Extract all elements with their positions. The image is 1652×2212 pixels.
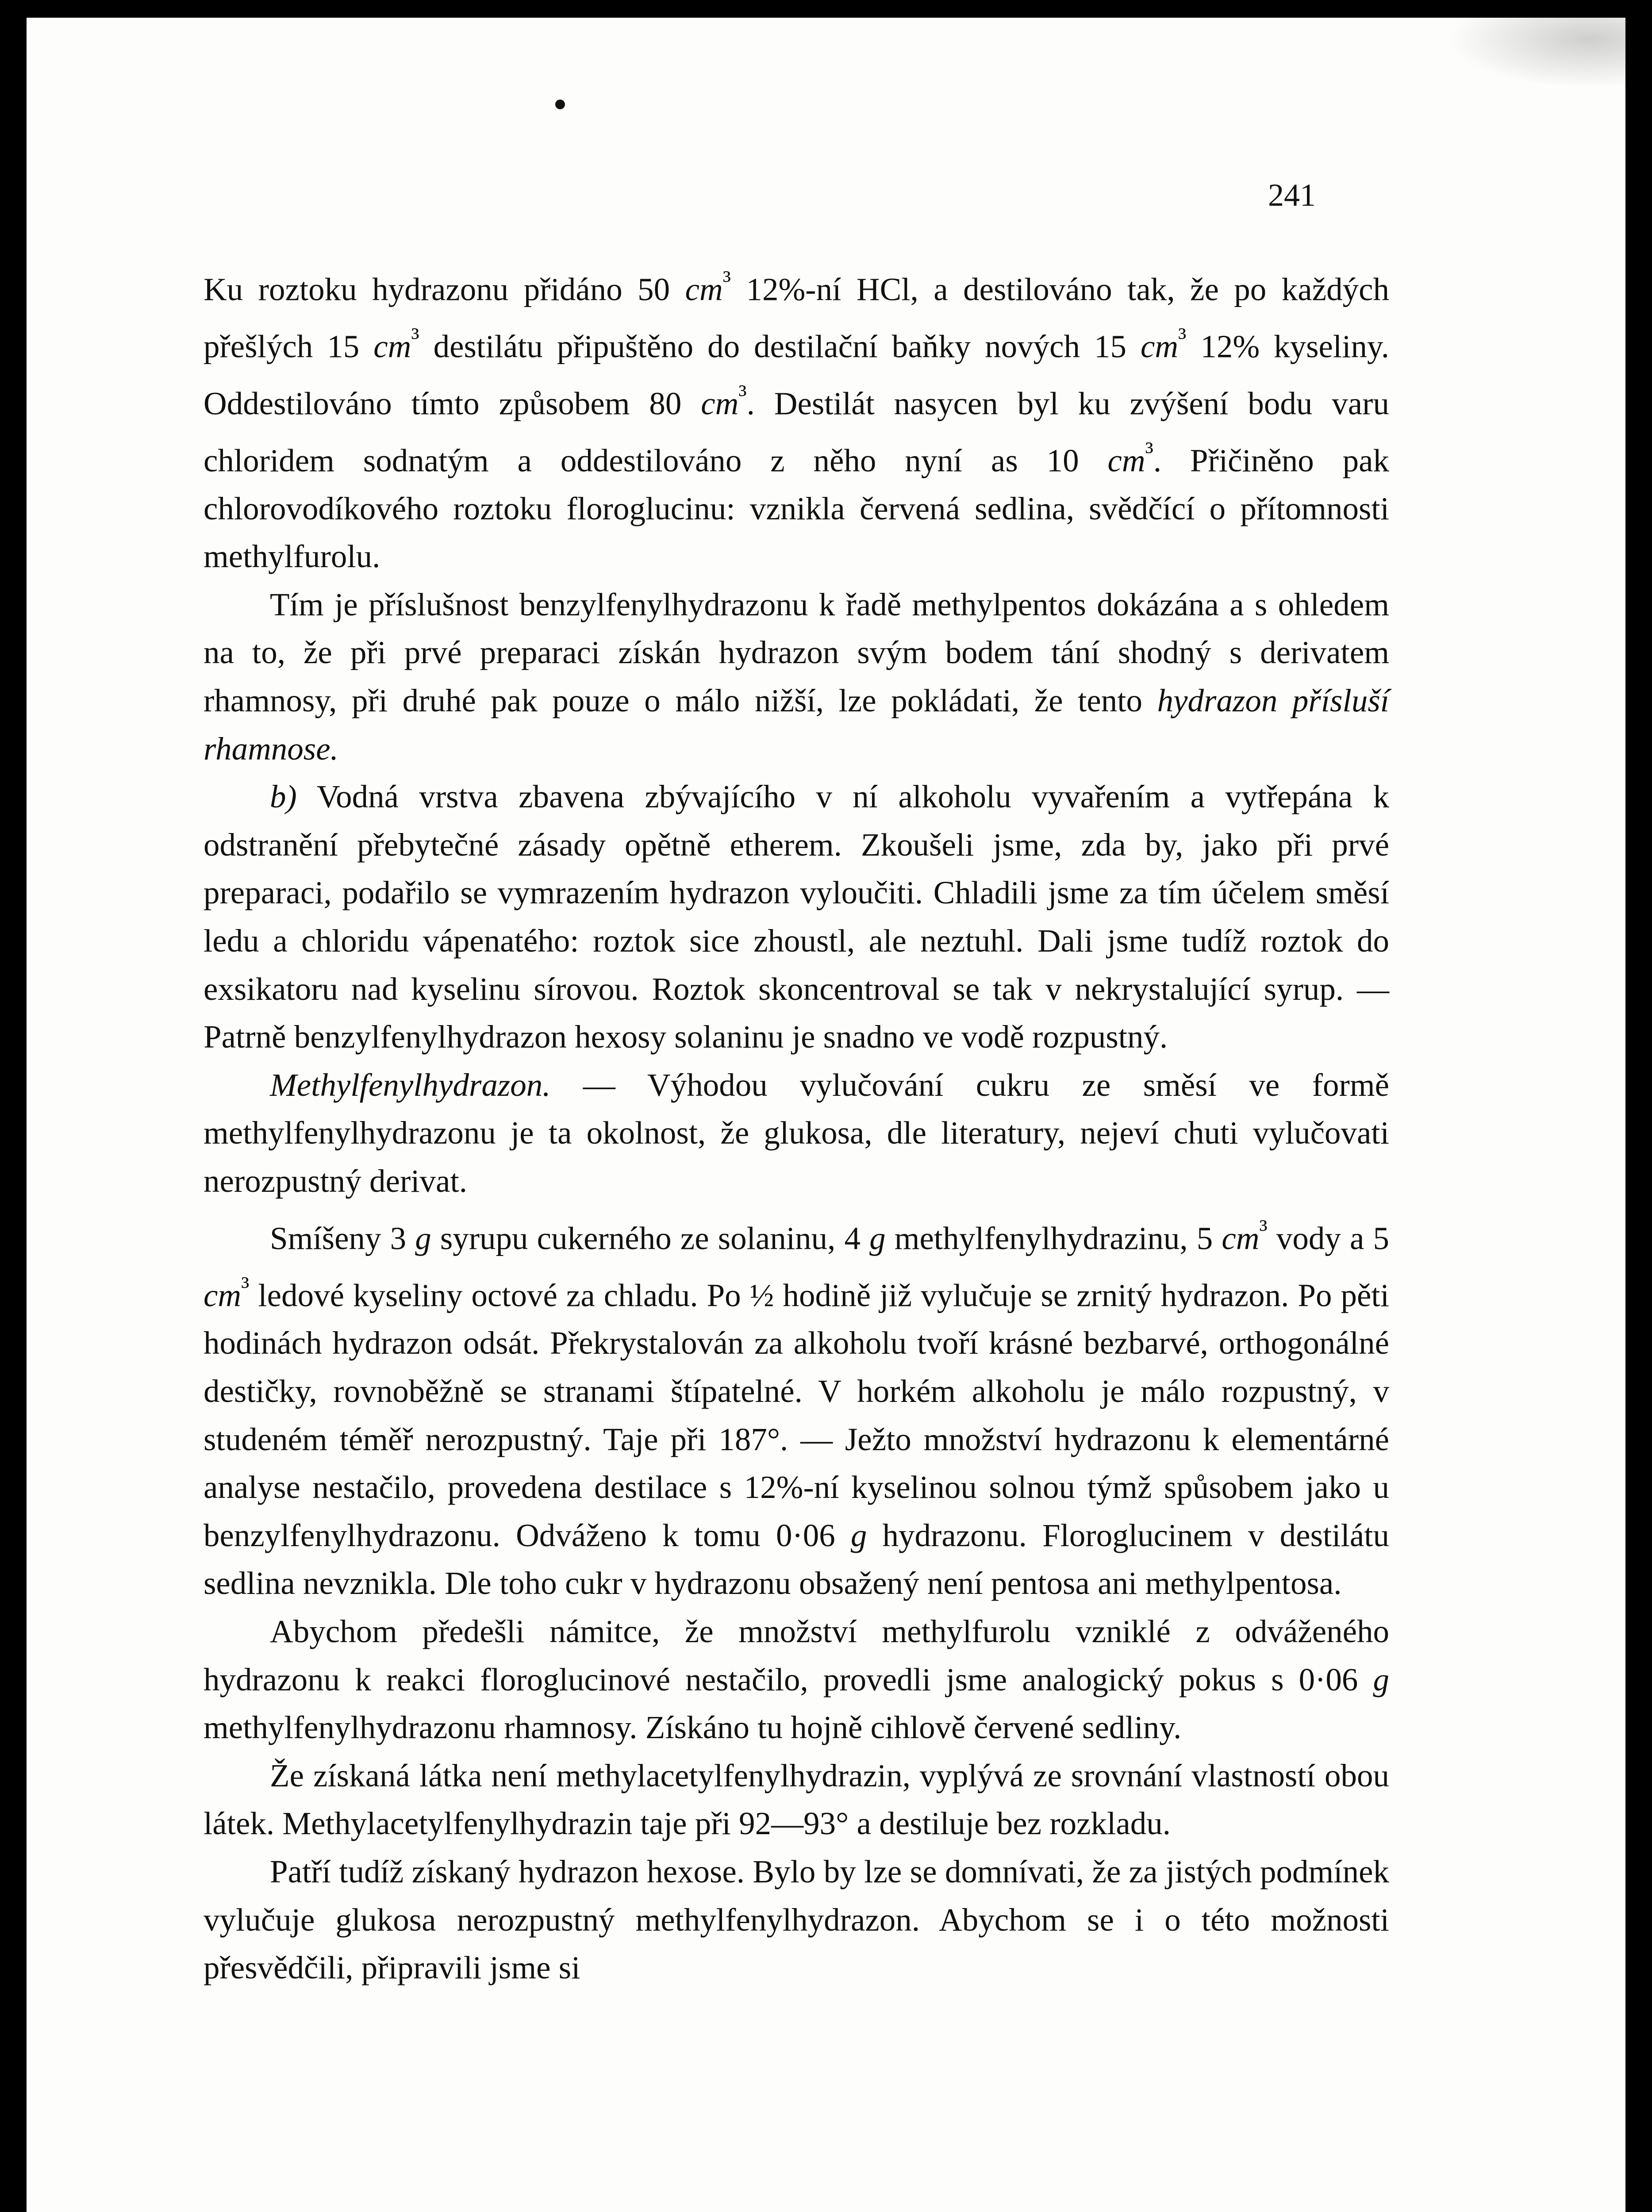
scan-smudge	[1448, 18, 1625, 88]
italic-text: b)	[270, 779, 297, 815]
paragraph-p7	[204, 1752, 1389, 1848]
italic-text: cm	[204, 1277, 242, 1313]
paragraph-p8	[204, 1848, 1389, 1992]
text-run: syrupu cukerného ze solaninu, 4	[431, 1220, 870, 1256]
page-number: 241	[1268, 177, 1316, 213]
italic-text: Methylfenylhydrazon.	[270, 1067, 551, 1103]
superscript: ³	[1259, 1214, 1268, 1244]
text-run: ledové kyseliny octové za chladu. Po ½ hodině již vylučuje se zrnitý hydrazon. Po pěti hodinách hydrazon odsát. Překrystalován za alkoholu tvoří krásné bezbarvé, orthogonálné destičky, rovnoběžně se stranami štípatelné. V horkém alkoholu je málo rozpustný, v studeném téměř nerozpustný. Taje při 187°. — Ježto množství hydrazonu k elementárné analyse nestačilo, provedena destilace s 12%-ní kyselinou solnou týmž spůsobem jako u benzylfenylhydrazonu. Odváženo k tomu 0·06	[204, 1277, 1389, 1553]
body-text	[204, 257, 1389, 1992]
text-run: . Přičiněno pak chlorovodíkového roztoku floroglucinu: vznikla červená sedlina, svědčící o přítomnosti methylfurolu.	[204, 442, 1389, 575]
paragraph-p5	[204, 1206, 1389, 1608]
text-run: Vodná vrstva zbavena zbývajícího v ní alkoholu vyvařením a vytřepána k odstranění přebytečné zásady opětně etherem. Zkoušeli jsme, zda by, jako při prvé preparaci, podařilo se vymrazením hydrazon vyloučiti. Chladili jsme za tím účelem směsí ledu a chloridu vápenatého: roztok sice zhoustl, ale neztuhl. Dali jsme tudíž roztok do exsikatoru nad kyselinu sírovou. Roztok skoncentroval se tak v nekrystalující syrup. — Patrně benzylfenylhydrazon hexosy solaninu je snadno ve vodě rozpustný.	[204, 779, 1389, 1055]
italic-text: cm	[1140, 328, 1179, 365]
paragraph-p1	[204, 257, 1389, 581]
paragraph-p4	[204, 1061, 1389, 1206]
text-run: — Výhodou vylučování cukru ze směsí ve formě methylfenylhydrazonu je ta okolnost, že glukosa, dle literatury, nejeví chuti vylučovati nerozpustný derivat.	[204, 1067, 1389, 1199]
text-run: Tím je příslušnost benzylfenylhydrazonu k řadě methylpentos dokázána a s ohledem na to, že při prvé preparaci získán hydrazon svým bodem tání shodný s derivatem rhamnosy, při druhé pak pouze o málo nižší, lze pokládati, že tento	[204, 586, 1389, 719]
text-run: Abychom předešli námitce, že množství methylfurolu vzniklé z odváženého hydrazonu k reakci floroglucinové nestačilo, provedli jsme analogický pokus s 0·06	[204, 1613, 1389, 1697]
italic-text: cm	[701, 385, 739, 422]
text-run: Patří tudíž získaný hydrazon hexose. Bylo by lze se domnívati, že za jistých podmínek vylučuje glukosa nerozpustný methylfenylhydrazon. Abychom se i o této možnosti přesvědčili, připravili jsme si	[204, 1853, 1389, 1986]
text-run: Že získaná látka není methylacetylfenylhydrazin, vyplývá ze srovnání vlastností obou látek. Methylacetylfenylhydrazin taje při 92—93° a destiluje bez rozkladu.	[204, 1757, 1389, 1842]
italic-text: g	[869, 1220, 886, 1256]
superscript: ³	[241, 1271, 250, 1301]
ink-dot	[555, 100, 565, 109]
text-run: methylfenylhydrazonu rhamnosy. Získáno tu hojně cihlově červené sedliny.	[204, 1709, 1182, 1746]
text-run: vody a 5	[1267, 1220, 1389, 1256]
paragraph-p3	[204, 773, 1389, 1061]
superscript: ³	[1145, 436, 1153, 466]
paragraph-p6	[204, 1608, 1389, 1752]
italic-text: g	[415, 1220, 431, 1256]
italic-text: cm	[685, 271, 723, 307]
superscript: ³	[411, 322, 419, 352]
paragraph-p2	[204, 581, 1389, 773]
text-run: 12%-ní HCl, a destilováno tak, že po každých přešlých 15	[204, 271, 1389, 365]
text-run: . Destilát nasycen byl ku zvýšení bodu varu chloridem sodnatým a oddestilováno z něho nyní as 10	[204, 385, 1389, 479]
text-run: hydrazonu. Floroglucinem v destilátu sedlina nevznikla. Dle toho cukr v hydrazonu obsažený není pentosa ani methylpentosa.	[204, 1517, 1389, 1601]
superscript: ³	[722, 265, 731, 295]
text-run: destilátu připuštěno do destilační baňky nových 15	[419, 328, 1141, 365]
italic-text: cm	[373, 328, 411, 365]
superscript: ³	[738, 379, 747, 409]
scanned-page	[27, 18, 1625, 2212]
text-run: 12% kyseliny. Oddestilováno tímto způsobem 80	[204, 328, 1389, 422]
italic-text: cm	[1222, 1220, 1260, 1256]
italic-text: cm	[1107, 442, 1145, 479]
italic-text: g	[850, 1517, 867, 1553]
text-run: Smíšeny 3	[270, 1220, 415, 1256]
italic-text: g	[1373, 1661, 1389, 1697]
superscript: ³	[1178, 322, 1187, 352]
italic-text: hydrazon přísluší rhamnose.	[204, 683, 1390, 767]
text-run: Ku roztoku hydrazonu přidáno 50	[204, 271, 685, 307]
text-run: methylfenylhydrazinu, 5	[885, 1220, 1222, 1256]
